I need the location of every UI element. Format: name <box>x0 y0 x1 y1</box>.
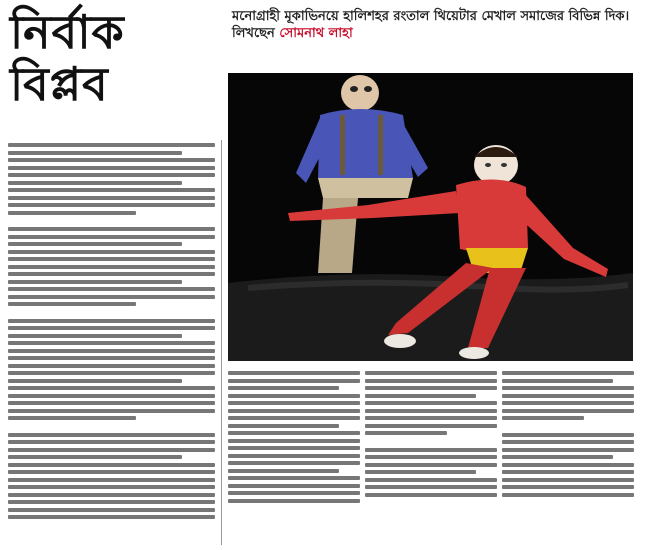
body-text-column-4 <box>502 368 634 546</box>
body-text-column-2 <box>228 368 360 546</box>
column-divider <box>221 140 222 545</box>
body-text-column-1 <box>8 140 215 545</box>
article-standfirst <box>232 8 637 42</box>
mime-performance-photo <box>228 73 633 361</box>
photo-illustration <box>228 73 633 361</box>
byline-author: সোমনাথ লাহা <box>279 26 353 41</box>
headline-line-1: নির্বাক <box>10 5 125 59</box>
byline-prefix: লিখছেন <box>232 26 275 41</box>
body-text-column-3 <box>365 368 497 546</box>
article-headline <box>10 6 220 110</box>
headline-line-2: বিপ্লব <box>10 57 109 111</box>
standfirst-text: মনোগ্রাহী মূকাভিনয়ে হালিশহর রংতাল থিয়েটার মেখাল সমাজের বিভিন্ন দিক। <box>232 9 630 24</box>
